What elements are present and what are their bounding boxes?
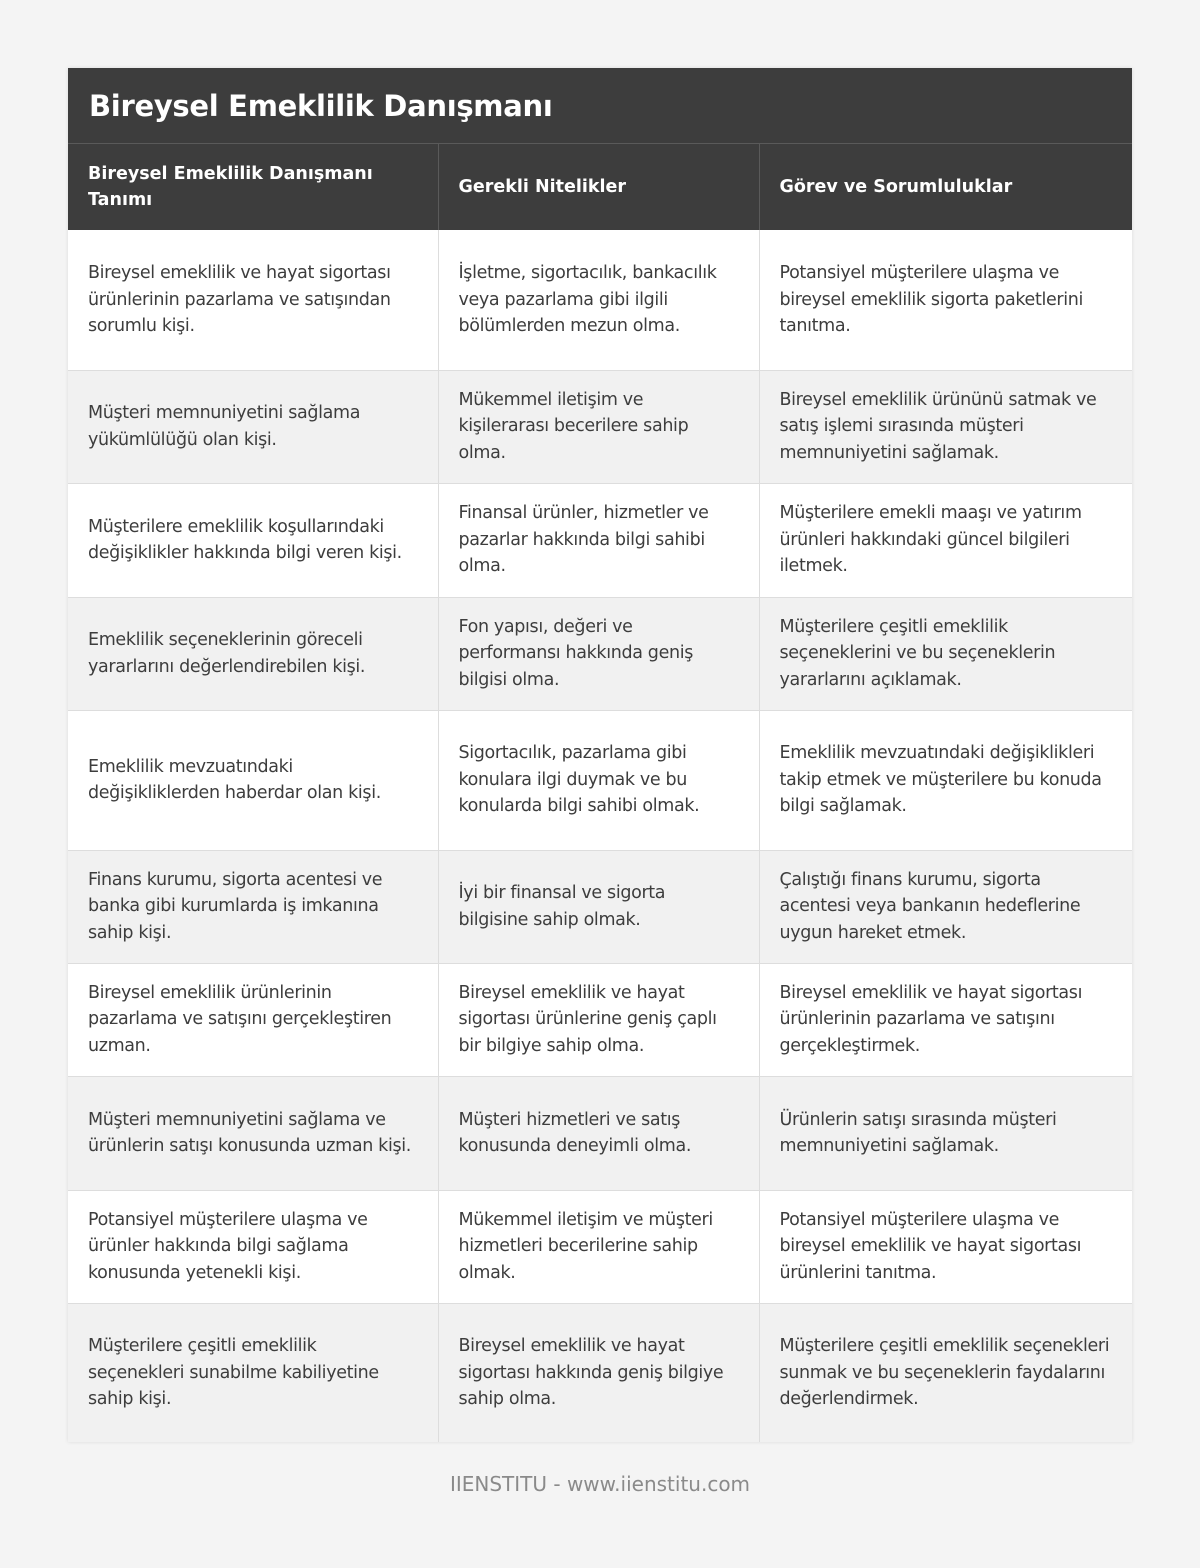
table-cell: Bireysel emeklilik ve hayat sigortası ürünlerinin pazarlama ve satışından sorumlu kişi. — [68, 230, 438, 370]
table-cell: Mükemmel iletişim ve kişilerarası becerilere sahip olma. — [438, 370, 759, 483]
column-header-responsibilities: Görev ve Sorumluluklar — [759, 144, 1132, 230]
info-table — [68, 144, 1132, 1442]
table-cell: Sigortacılık, pazarlama gibi konulara ilgi duymak ve bu konularda bilgi sahibi olmak. — [438, 710, 759, 850]
table-cell: Müşterilere emeklilik koşullarındaki değişiklikler hakkında bilgi veren kişi. — [68, 483, 438, 597]
table-cell: İyi bir finansal ve sigorta bilgisine sahip olmak. — [438, 850, 759, 963]
table-cell: Emeklilik mevzuatındaki değişiklikleri takip etmek ve müşterilere bu konuda bilgi sağlamak. — [759, 710, 1132, 850]
table-cell: Emeklilik seçeneklerinin göreceli yararlarını değerlendirebilen kişi. — [68, 597, 438, 710]
table-cell: Potansiyel müşterilere ulaşma ve bireysel emeklilik ve hayat sigortası ürünlerini tanıtma. — [759, 1190, 1132, 1303]
table-cell: Emeklilik mevzuatındaki değişikliklerden haberdar olan kişi. — [68, 710, 438, 850]
column-header-definition: Bireysel Emeklilik Danışmanı Tanımı — [68, 144, 438, 230]
table-header — [68, 144, 1132, 230]
table-cell: Müşterilere çeşitli emeklilik seçenekleri sunabilme kabiliyetine sahip kişi. — [68, 1303, 438, 1442]
table-cell: Bireysel emeklilik ve hayat sigortası hakkında geniş bilgiye sahip olma. — [438, 1303, 759, 1442]
table-cell: Müşteri hizmetleri ve satış konusunda deneyimli olma. — [438, 1076, 759, 1190]
table-row — [68, 710, 1132, 850]
table-cell: Bireysel emeklilik ve hayat sigortası ürünlerine geniş çaplı bir bilgiye sahip olma. — [438, 963, 759, 1076]
table-row — [68, 597, 1132, 710]
table-row — [68, 963, 1132, 1076]
table-cell: Mükemmel iletişim ve müşteri hizmetleri becerilerine sahip olmak. — [438, 1190, 759, 1303]
table-cell: Müşteri memnuniyetini sağlama yükümlülüğü olan kişi. — [68, 370, 438, 483]
table-cell: Fon yapısı, değeri ve performansı hakkında geniş bilgisi olma. — [438, 597, 759, 710]
table-cell: Bireysel emeklilik ürününü satmak ve satış işlemi sırasında müşteri memnuniyetini sağlamak. — [759, 370, 1132, 483]
table-cell: Müşterilere çeşitli emeklilik seçeneklerini ve bu seçeneklerin yararlarını açıklamak. — [759, 597, 1132, 710]
table-cell: Müşteri memnuniyetini sağlama ve ürünlerin satışı konusunda uzman kişi. — [68, 1076, 438, 1190]
table-row — [68, 1190, 1132, 1303]
table-cell: Finans kurumu, sigorta acentesi ve banka gibi kurumlarda iş imkanına sahip kişi. — [68, 850, 438, 963]
table-cell: Potansiyel müşterilere ulaşma ve bireysel emeklilik sigorta paketlerini tanıtma. — [759, 230, 1132, 370]
table-row — [68, 370, 1132, 483]
footer-attribution: IIENSTITU - www.iienstitu.com — [449, 1472, 751, 1496]
table-row — [68, 230, 1132, 370]
table-cell: İşletme, sigortacılık, bankacılık veya pazarlama gibi ilgili bölümlerden mezun olma. — [438, 230, 759, 370]
column-header-qualifications: Gerekli Nitelikler — [438, 144, 759, 230]
table-cell: Bireysel emeklilik ürünlerinin pazarlama ve satışını gerçekleştiren uzman. — [68, 963, 438, 1076]
title-bar — [68, 68, 1132, 144]
table-cell: Finansal ürünler, hizmetler ve pazarlar hakkında bilgi sahibi olma. — [438, 483, 759, 597]
table-cell: Ürünlerin satışı sırasında müşteri memnuniyetini sağlamak. — [759, 1076, 1132, 1190]
document-title: Bireysel Emeklilik Danışmanı — [89, 88, 553, 123]
table-cell: Çalıştığı finans kurumu, sigorta acentesi veya bankanın hedeflerine uygun hareket etmek. — [759, 850, 1132, 963]
table-row — [68, 1076, 1132, 1190]
table-cell: Müşterilere emekli maaşı ve yatırım ürünleri hakkındaki güncel bilgileri iletmek. — [759, 483, 1132, 597]
table-cell: Bireysel emeklilik ve hayat sigortası ürünlerinin pazarlama ve satışını gerçekleştirmek. — [759, 963, 1132, 1076]
table-row — [68, 483, 1132, 597]
table-cell: Müşterilere çeşitli emeklilik seçenekleri sunmak ve bu seçeneklerin faydalarını değerlendirmek. — [759, 1303, 1132, 1442]
document-card — [68, 68, 1132, 1442]
table-row — [68, 1303, 1132, 1442]
table-cell: Potansiyel müşterilere ulaşma ve ürünler hakkında bilgi sağlama konusunda yetenekli kişi. — [68, 1190, 438, 1303]
table-row — [68, 850, 1132, 963]
